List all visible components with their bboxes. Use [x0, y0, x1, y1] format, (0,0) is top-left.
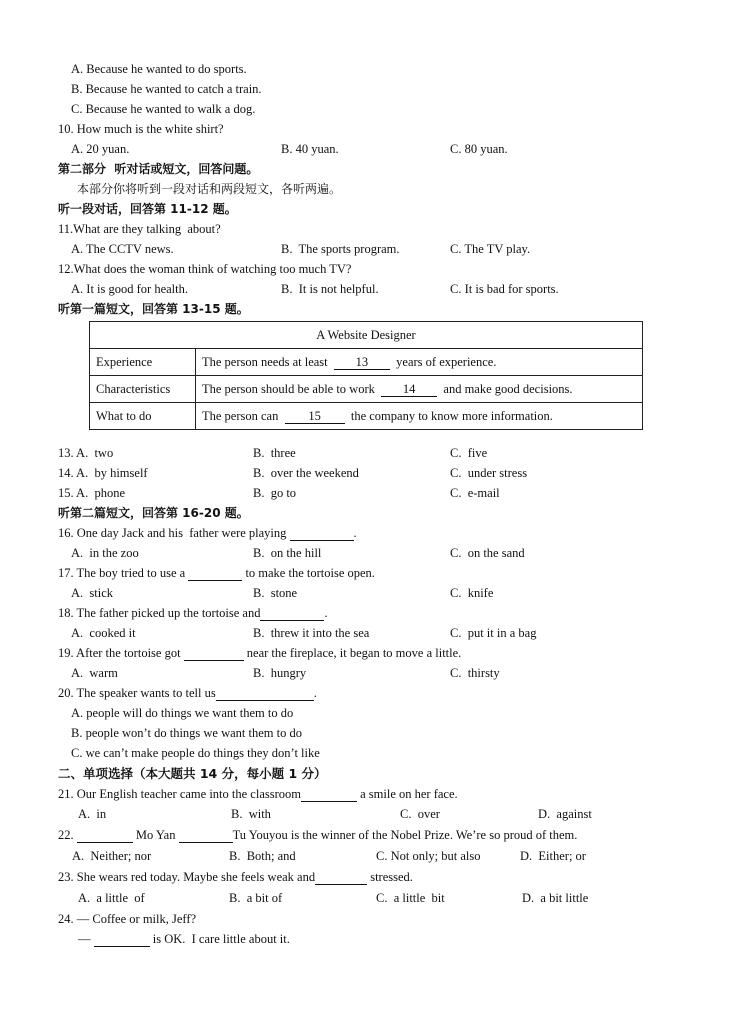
q22-option-a: A. Neither; nor: [72, 849, 152, 863]
q23-option-d: D. a bit little: [522, 891, 589, 905]
q11-option-b: B. The sports program.: [281, 242, 400, 256]
answer-blank: [77, 829, 133, 843]
q20-option-c: C. we can’t make people do things they don’t like: [71, 746, 320, 760]
q24-stem: 24. — Coffee or milk, Jeff?: [58, 912, 197, 926]
row-content: The person can 15 the company to know more information.: [196, 403, 643, 430]
row-content: The person should be able to work 14 and make good decisions.: [196, 376, 643, 403]
answer-blank: [315, 871, 367, 885]
q21-option-b: B. with: [231, 807, 271, 821]
q20-option-a: A. people will do things we want them to do: [71, 706, 294, 720]
q10-stem: 10. How much is the white shirt?: [58, 122, 224, 136]
q21-option-d: D. against: [538, 807, 592, 821]
answer-blank-14: 14: [381, 383, 437, 397]
q16-option-c: C. on the sand: [450, 546, 525, 560]
q12-option-c: C. It is bad for sports.: [450, 282, 559, 296]
q10-option-a: A. 20 yuan.: [71, 142, 130, 156]
q18-stem: 18. The father picked up the tortoise and .: [58, 606, 328, 620]
q23-option-c: C. a little bit: [376, 891, 445, 905]
q19-option-b: B. hungry: [253, 666, 307, 680]
q22-option-c: C. Not only; but also: [376, 849, 481, 863]
q14-option-a: 14. A. by himself: [58, 466, 148, 480]
q15-option-a: 15. A. phone: [58, 486, 126, 500]
q15-option-c: C. e-mail: [450, 486, 500, 500]
table-header: A Website Designer: [90, 322, 643, 349]
q24-reply: — is OK. I care little about it.: [78, 932, 290, 946]
q13-option-a: 13. A. two: [58, 446, 114, 460]
q18-option-c: C. put it in a bag: [450, 626, 537, 640]
answer-blank: [301, 788, 357, 802]
q11-option-a: A. The CCTV news.: [71, 242, 174, 256]
q18-option-a: A. cooked it: [71, 626, 136, 640]
q9-option-c: C. Because he wanted to walk a dog.: [71, 102, 256, 116]
q16-option-b: B. on the hill: [253, 546, 322, 560]
q14-option-c: C. under stress: [450, 466, 528, 480]
answer-blank-13: 13: [334, 356, 390, 370]
q19-option-a: A. warm: [71, 666, 118, 680]
q15-option-b: B. go to: [253, 486, 297, 500]
q10-option-b: B. 40 yuan.: [281, 142, 339, 156]
passage1-title: 听第一篇短文，回答第 13-15 题。: [58, 302, 249, 316]
q17-option-c: C. knife: [450, 586, 494, 600]
q21-option-a: A. in: [78, 807, 107, 821]
answer-blank: [290, 527, 354, 541]
table-row: [90, 349, 643, 376]
answer-blank: [179, 829, 233, 843]
part2-title: 第二部分 听对话或短文，回答问题。: [58, 162, 259, 176]
website-designer-table: [89, 321, 643, 430]
q9-option-b: B. Because he wanted to catch a train.: [71, 82, 262, 96]
q23-option-b: B. a bit of: [229, 891, 283, 905]
answer-blank-15: 15: [285, 410, 345, 424]
row-label: Characteristics: [90, 376, 196, 403]
q17-stem: 17. The boy tried to use a to make the tortoise open.: [58, 566, 375, 580]
q21-stem: 21. Our English teacher came into the classroom a smile on her face.: [58, 787, 458, 801]
q12-stem: 12.What does the woman think of watching too much TV?: [58, 262, 352, 276]
answer-blank: [188, 567, 242, 581]
q20-option-b: B. people won’t do things we want them to do: [71, 726, 302, 740]
table-row: [90, 403, 643, 430]
answer-blank: [184, 647, 244, 661]
q13-option-b: B. three: [253, 446, 296, 460]
q13-option-c: C. five: [450, 446, 488, 460]
q18-option-b: B. threw it into the sea: [253, 626, 370, 640]
q14-option-b: B. over the weekend: [253, 466, 359, 480]
q22-option-d: D. Either; or: [520, 849, 586, 863]
table-row: [90, 376, 643, 403]
q19-stem: 19. After the tortoise got near the fireplace, it began to move a little.: [58, 646, 462, 660]
q20-stem: 20. The speaker wants to tell us .: [58, 686, 317, 700]
row-content: The person needs at least 13 years of experience.: [196, 349, 643, 376]
q23-stem: 23. She wears red today. Maybe she feels weak and stressed.: [58, 870, 413, 884]
answer-blank: [260, 607, 324, 621]
answer-blank: [216, 687, 314, 701]
dialog-title: 听一段对话，回答第 11-12 题。: [58, 202, 237, 216]
q10-option-c: C. 80 yuan.: [450, 142, 508, 156]
section2-title: 二、单项选择（本大题共 14 分，每小题 1 分）: [58, 766, 327, 781]
q16-stem: 16. One day Jack and his father were playing .: [58, 526, 357, 540]
q12-option-b: B. It is not helpful.: [281, 282, 379, 296]
answer-blank: [94, 933, 150, 947]
part2-intro: 本部分你将听到一段对话和两段短文，各听两遍。: [77, 182, 342, 196]
q12-option-a: A. It is good for health.: [71, 282, 188, 296]
q22-option-b: B. Both; and: [229, 849, 296, 863]
q16-option-a: A. in the zoo: [71, 546, 139, 560]
row-label: Experience: [90, 349, 196, 376]
q19-option-c: C. thirsty: [450, 666, 500, 680]
passage2-title: 听第二篇短文，回答第 16-20 题。: [58, 506, 249, 520]
q17-option-b: B. stone: [253, 586, 298, 600]
q9-option-a: A. Because he wanted to do sports.: [71, 62, 247, 76]
q23-option-a: A. a little of: [78, 891, 145, 905]
q11-option-c: C. The TV play.: [450, 242, 531, 256]
row-label: What to do: [90, 403, 196, 430]
q22-stem: 22. Mo Yan Tu Youyou is the winner of the Nobel Prize. We’re so proud of them.: [58, 828, 578, 842]
q21-option-c: C. over: [400, 807, 440, 821]
q17-option-a: A. stick: [71, 586, 114, 600]
q11-stem: 11.What are they talking about?: [58, 222, 221, 236]
